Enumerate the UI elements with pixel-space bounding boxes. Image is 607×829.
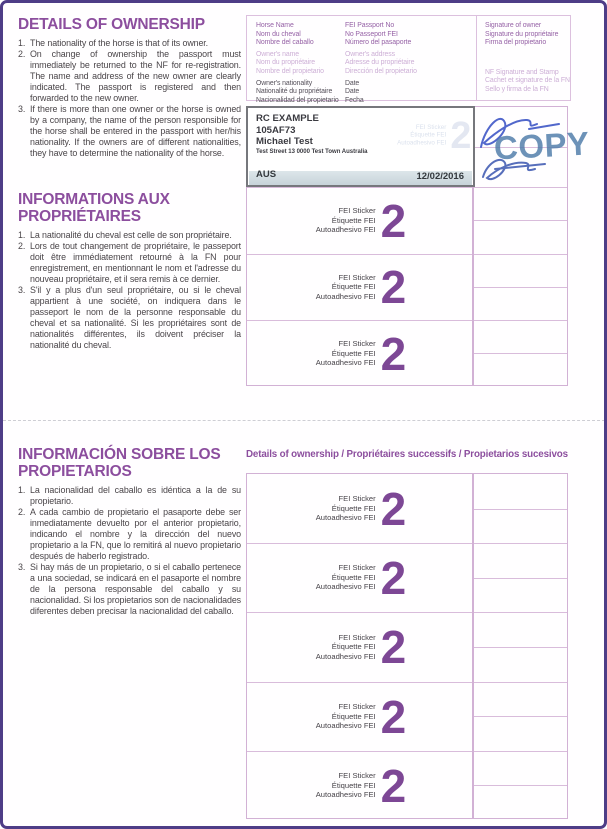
owner-nationality-label: Owner's nationality Nationalité du propriétaire Nacionalidad del propietario bbox=[256, 79, 339, 104]
signature-column bbox=[473, 473, 568, 819]
spanish-section-title: INFORMACIÓN SOBRE LOS PROPIETARIOS bbox=[18, 446, 221, 480]
date-label: Date Date Fecha bbox=[345, 79, 364, 104]
passport-date-labels bbox=[345, 22, 417, 105]
fei-sticker-cell: FEI Sticker Étiquette FEI Autoadhesivo FEI 2 bbox=[315, 261, 406, 313]
fei-sticker-cell: FEI Sticker Étiquette FEI Autoadhesivo FEI 2 bbox=[315, 621, 406, 673]
record-date: 12/02/2016 bbox=[416, 171, 464, 182]
list-item: 3. Si hay más de un propietario, o si el caballo pertenece a una sociedad, se indicará en el pasaporte el nombre de la persona responsable del caballo y su nacionalidad. Si los propietarios son de nacionalidades diferentes deben precisar la nacionalidad del caballo. bbox=[18, 562, 241, 616]
signature-labels bbox=[485, 22, 570, 95]
fei-sticker-cell: FEI Sticker Étiquette FEI Autoadhesivo FEI 2 bbox=[315, 327, 406, 380]
fei-sticker-cell: FEI Sticker Étiquette FEI Autoadhesivo FEI 2 bbox=[315, 482, 406, 535]
record-owner-address: Test Street 13 0000 Test Town Australia bbox=[256, 148, 368, 155]
fei-sticker-cell: FEI Sticker Étiquette FEI Autoadhesivo FEI 2 bbox=[315, 194, 406, 247]
divider bbox=[476, 16, 477, 100]
list-item: 1. La nacionalidad del caballo es idéntica a la de su propietario. bbox=[18, 485, 241, 506]
copy-stamp: COPY bbox=[493, 124, 591, 167]
list-item: 3. S'il y a plus d'un seul propriétaire, ou si le cheval appartient à une société, on indiquera dans le passeport le nom de la personne responsable du cheval et sa nationalité. Si les propriétaires sont de nationalités différentes, ils doivent préciser la nationalité du cheval. bbox=[18, 285, 241, 350]
spanish-info-column bbox=[18, 446, 241, 617]
fei-sticker-cell: FEI Sticker Étiquette FEI Autoadhesivo FEI 2 bbox=[315, 690, 406, 743]
fold-line bbox=[3, 420, 607, 421]
header-label-box bbox=[246, 15, 571, 104]
list-item: 2. A cada cambio de propietario el pasaporte debe ser inmediatamente devuelto por el anterior propietario, indicando el nombre y la dirección del nuevo propietario a la FN, que lo remitirá al nuevo propietario después de haberlo registrado. bbox=[18, 507, 241, 561]
sticker-column bbox=[246, 106, 473, 386]
fei-sticker-ghost: FEI Sticker Étiquette FEI Autoadhesivo FEI 2 bbox=[397, 113, 471, 157]
passport-no-label: FEI Passport No No Passeport FEI Número del pasaporte bbox=[345, 22, 412, 47]
record-owner-name: Michael Test bbox=[256, 136, 313, 147]
french-section-title: INFORMATIONS AUX PROPRIÉTAIRES bbox=[18, 191, 170, 225]
list-item: 3. If there is more than one owner or the horse is owned by a company, the name of the person responsible for the horse shall be entered in the passport with her/his nationality. If the owners are of different nationalities, they have to determine the nationality of the horse. bbox=[18, 104, 241, 158]
english-section-title: DETAILS OF OWNERSHIP bbox=[18, 16, 205, 33]
list-item: 2. On change of ownership the passport must immediately be returned to the NF for re-registration. The name and address of the new owner are clearly indicated. The passport is registered and then forwarded to the new owner. bbox=[18, 49, 241, 103]
record-nationality: AUS bbox=[256, 169, 277, 180]
successive-owners-title: Details of ownership / Propriétaires successifs / Propietarios sucesivos bbox=[246, 449, 568, 460]
nf-signature-label: NF Signature and Stamp Cachet et signature de la FN Sello y firma de la FN bbox=[485, 68, 570, 93]
owner-record-box bbox=[246, 106, 475, 187]
signature-owner-label: Signature of owner Signature du propriétaire Firma del propietario bbox=[485, 22, 559, 47]
fei-sticker-cell: FEI Sticker Étiquette FEI Autoadhesivo FEI 2 bbox=[315, 551, 406, 604]
ownership-info-column bbox=[18, 16, 241, 351]
list-item: 1. The nationality of the horse is that of its owner. bbox=[18, 38, 209, 48]
list-item: 1. La nationalité du cheval est celle de son propriétaire. bbox=[18, 230, 232, 240]
english-rules-list bbox=[18, 38, 241, 159]
owner-address-label: Owner's address Adresse du propriétaire Dirección del propietario bbox=[345, 50, 417, 75]
list-item: 2. Lors de tout changement de propriétaire, le passeport doit être immédiatement retourné à la FN pour enregistrement, en mentionnant le nom et l'adresse du nouveau propriétaire, et il sera remis à ce dernier. bbox=[18, 241, 241, 284]
spanish-rules-list bbox=[18, 485, 241, 617]
record-passport-no: 105AF73 bbox=[256, 124, 296, 136]
french-rules-list bbox=[18, 230, 241, 351]
owner-name-label: Owner's name Nom du propriétaire Nombre del propietario bbox=[256, 50, 324, 75]
sticker-column bbox=[246, 473, 473, 819]
horse-owner-labels bbox=[256, 22, 339, 105]
record-horse-name: RC EXAMPLE bbox=[256, 113, 319, 124]
horse-name-label: Horse Name Nom du cheval Nombre del caballo bbox=[256, 22, 314, 47]
successive-owners-table bbox=[246, 473, 568, 819]
fei-sticker-cell: FEI Sticker Étiquette FEI Autoadhesivo FEI 2 bbox=[315, 759, 406, 812]
